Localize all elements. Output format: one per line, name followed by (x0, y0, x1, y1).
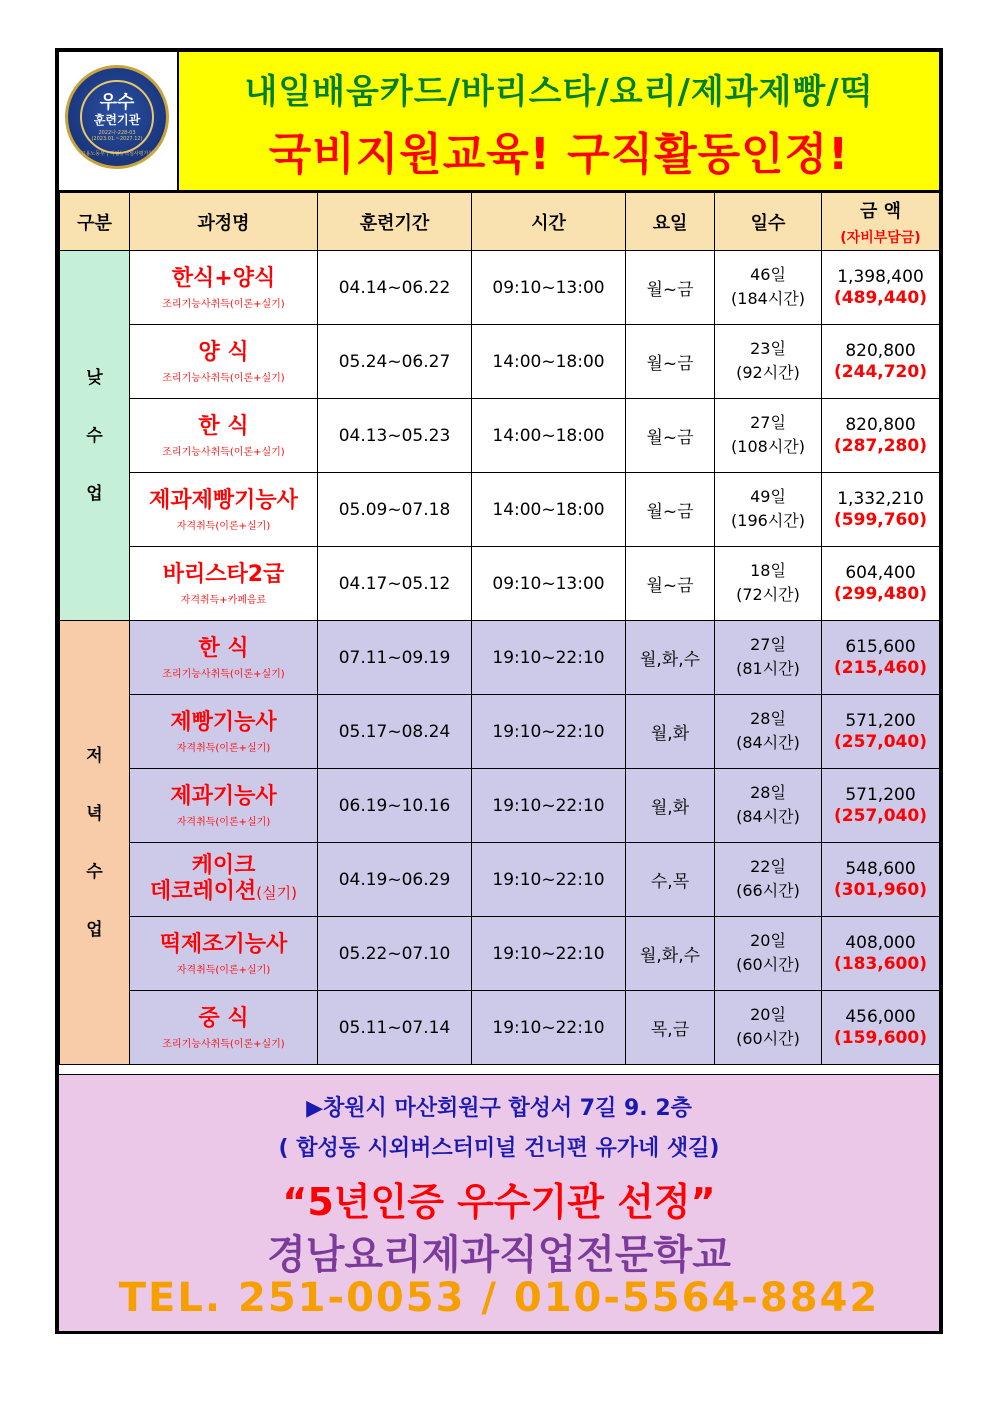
course-name-cell (130, 621, 318, 695)
flyer-frame (55, 48, 943, 1334)
class-time: 19:10~22:10 (472, 769, 626, 843)
days-count: 20일 (750, 930, 786, 950)
table-row (60, 399, 940, 473)
days-cell (715, 695, 822, 769)
training-period: 05.09~07.18 (318, 473, 472, 547)
price-cell (822, 991, 940, 1065)
class-time: 19:10~22:10 (472, 917, 626, 991)
days-cell (715, 769, 822, 843)
price-self-pay: (183,600) (834, 953, 927, 974)
class-weekday: 월,화,수 (626, 621, 715, 695)
category-evening-char: 수 (86, 861, 103, 882)
flyer-header (59, 52, 939, 192)
course-note: 조리기능사취득(이론+실기) (162, 446, 285, 458)
class-time: 09:10~13:00 (472, 547, 626, 621)
table-row (60, 769, 940, 843)
course-name: 제과제빵기능사 (149, 487, 298, 513)
price-total: 604,400 (845, 562, 916, 583)
table-row (60, 325, 940, 399)
class-time: 14:00~18:00 (472, 325, 626, 399)
header-days: 일수 (715, 193, 822, 251)
days-cell (715, 991, 822, 1065)
training-period: 04.13~05.23 (318, 399, 472, 473)
price-cell (822, 917, 940, 991)
class-weekday: 수,목 (626, 843, 715, 917)
course-name-cell (130, 473, 318, 547)
course-note: 조리기능사취득(이론+실기) (162, 668, 285, 680)
class-time: 19:10~22:10 (472, 695, 626, 769)
days-cell (715, 547, 822, 621)
hours-count: (60시간) (736, 1028, 800, 1048)
price-cell (822, 695, 940, 769)
course-name-cell (130, 843, 318, 917)
header-weekday: 요일 (626, 193, 715, 251)
category-day-char: 업 (86, 483, 103, 504)
training-period: 06.19~10.16 (318, 769, 472, 843)
course-schedule-table (59, 192, 940, 1065)
logo-box (59, 52, 179, 190)
footer-phone: TEL. 251-0053 / 010-5564-8842 (118, 1275, 880, 1321)
course-note: 자격취득(이론+실기) (176, 964, 271, 976)
table-row (60, 991, 940, 1065)
training-period: 05.17~08.24 (318, 695, 472, 769)
course-name: 제빵기능사 (170, 709, 277, 735)
course-name: 제과기능사 (170, 783, 277, 809)
title-line-2: 국비지원교육! 구직활동인정! (268, 129, 850, 180)
class-time: 09:10~13:00 (472, 251, 626, 325)
footer-directions: ( 합성동 시외버스터미널 건너편 유가네 샛길) (278, 1136, 720, 1161)
seal-code: 2022나-228-03 (98, 130, 136, 136)
days-cell (715, 251, 822, 325)
header-price-sub: (자비부담금) (840, 229, 921, 246)
table-row (60, 547, 940, 621)
course-name: 중 식 (198, 1005, 249, 1031)
days-count: 23일 (750, 338, 786, 358)
hours-count: (108시간) (731, 436, 805, 456)
course-note: 조리기능사취득(이론+실기) (162, 1038, 285, 1050)
days-count: 22일 (750, 856, 786, 876)
table-row (60, 621, 940, 695)
hours-count: (84시간) (736, 732, 800, 752)
course-note: 자격취득(이론+실기) (176, 742, 271, 754)
class-weekday: 월~금 (626, 399, 715, 473)
training-period: 04.19~06.29 (318, 843, 472, 917)
seal-text-main: 우수 (99, 92, 135, 113)
table-header-row (60, 193, 940, 251)
hours-count: (60시간) (736, 954, 800, 974)
class-weekday: 월,화 (626, 695, 715, 769)
course-name-cell (130, 769, 318, 843)
category-evening-char: 녁 (86, 803, 103, 824)
course-name: 케이크 (191, 853, 256, 878)
table-row (60, 695, 940, 769)
course-name: 바리스타2급 (162, 561, 285, 587)
days-count: 20일 (750, 1004, 786, 1024)
price-total: 548,600 (845, 858, 916, 879)
price-self-pay: (257,040) (834, 731, 927, 752)
footer-school-name: 경남요리제과직업전문학교 (267, 1232, 731, 1278)
price-total: 820,800 (845, 340, 916, 361)
header-course: 과정명 (130, 193, 318, 251)
price-cell (822, 473, 940, 547)
course-name-cell (130, 695, 318, 769)
seal-text-code (68, 130, 166, 142)
course-note: 자격취득(이론+실기) (176, 816, 271, 828)
price-total: 820,800 (845, 414, 916, 435)
table-body (60, 251, 940, 1065)
hours-count: (184시간) (731, 288, 805, 308)
table-row (60, 843, 940, 917)
course-name-cell (130, 399, 318, 473)
table-row (60, 473, 940, 547)
days-count: 27일 (750, 634, 786, 654)
days-cell (715, 917, 822, 991)
header-period: 훈련기간 (318, 193, 472, 251)
class-weekday: 월~금 (626, 325, 715, 399)
days-count: 28일 (750, 782, 786, 802)
course-name-cell (130, 917, 318, 991)
class-time: 14:00~18:00 (472, 399, 626, 473)
price-total: 571,200 (845, 710, 916, 731)
price-total: 615,600 (845, 636, 916, 657)
price-self-pay: (159,600) (834, 1027, 927, 1048)
header-price (822, 193, 940, 251)
hours-count: (92시간) (736, 362, 800, 382)
days-cell (715, 473, 822, 547)
training-period: 05.11~07.14 (318, 991, 472, 1065)
class-weekday: 월~금 (626, 473, 715, 547)
category-day (60, 251, 130, 621)
price-self-pay: (299,480) (834, 583, 927, 604)
hours-count: (81시간) (736, 658, 800, 678)
title-box (179, 52, 939, 190)
price-self-pay: (244,720) (834, 361, 927, 382)
days-cell (715, 843, 822, 917)
header-price-label: 금 액 (859, 200, 902, 222)
price-self-pay: (257,040) (834, 805, 927, 826)
category-day-char: 낮 (86, 367, 103, 388)
course-name-line-2-text: 데코레이션 (150, 879, 257, 904)
days-count: 28일 (750, 708, 786, 728)
days-cell (715, 621, 822, 695)
header-time: 시간 (472, 193, 626, 251)
footer-slogan: “5년인증 우수기관 선정” (282, 1180, 716, 1224)
course-name: 떡제조기능사 (159, 931, 288, 957)
price-cell (822, 399, 940, 473)
training-period: 05.22~07.10 (318, 917, 472, 991)
course-note: 조리기능사취득(이론+실기) (162, 298, 285, 310)
training-period: 07.11~09.19 (318, 621, 472, 695)
table-row (60, 251, 940, 325)
days-count: 27일 (750, 412, 786, 432)
hours-count: (66시간) (736, 880, 800, 900)
class-time: 14:00~18:00 (472, 473, 626, 547)
days-count: 46일 (750, 264, 786, 284)
course-name-suffix: (실기) (256, 884, 297, 902)
course-name: 한 식 (198, 635, 249, 661)
price-cell (822, 621, 940, 695)
training-period: 04.17~05.12 (318, 547, 472, 621)
course-name-cell (130, 325, 318, 399)
title-line-1: 내일배움카드/바리스타/요리/제과제빵/떡 (244, 72, 874, 112)
seal-text-sub: 훈련기관 (93, 113, 141, 127)
course-note: 조리기능사취득(이론+실기) (162, 372, 285, 384)
category-evening-char: 업 (86, 919, 103, 940)
class-weekday: 목,금 (626, 991, 715, 1065)
price-total: 1,398,400 (837, 266, 924, 287)
days-count: 18일 (750, 560, 786, 580)
price-cell (822, 547, 940, 621)
category-evening (60, 621, 130, 1065)
price-cell (822, 843, 940, 917)
days-cell (715, 399, 822, 473)
course-name-cell (130, 251, 318, 325)
hours-count: (84시간) (736, 806, 800, 826)
class-weekday: 월~금 (626, 251, 715, 325)
days-count: 49일 (750, 486, 786, 506)
price-self-pay: (489,440) (834, 287, 927, 308)
price-total: 456,000 (845, 1006, 916, 1027)
class-weekday: 월,화 (626, 769, 715, 843)
price-cell (822, 251, 940, 325)
category-evening-char: 저 (86, 745, 103, 766)
days-cell (715, 325, 822, 399)
course-note: 자격취득(이론+실기) (176, 520, 271, 532)
class-time: 19:10~22:10 (472, 621, 626, 695)
course-name-line-2 (130, 879, 317, 906)
seal-period: (2023.01.~2027.12) (91, 136, 143, 142)
course-name-cell (130, 991, 318, 1065)
price-cell (822, 769, 940, 843)
course-name: 한식+양식 (171, 265, 276, 291)
price-total: 571,200 (845, 784, 916, 805)
class-weekday: 월~금 (626, 547, 715, 621)
footer-address: ▶창원시 마산회원구 합성서 7길 9. 2층 (306, 1096, 692, 1121)
price-cell (822, 325, 940, 399)
training-period: 04.14~06.22 (318, 251, 472, 325)
price-self-pay: (599,760) (834, 509, 927, 530)
header-category: 구분 (60, 193, 130, 251)
excellent-institution-seal-icon (65, 65, 169, 169)
price-total: 408,000 (845, 932, 916, 953)
price-self-pay: (287,280) (834, 435, 927, 456)
table-row (60, 917, 940, 991)
class-weekday: 월,화,수 (626, 917, 715, 991)
course-note: 자격취득+카페음료 (180, 594, 267, 606)
category-day-char: 수 (86, 425, 103, 446)
class-time: 19:10~22:10 (472, 991, 626, 1065)
course-name: 한 식 (198, 413, 249, 439)
footer (59, 1074, 939, 1331)
course-name: 양 식 (198, 339, 249, 365)
class-time: 19:10~22:10 (472, 843, 626, 917)
price-self-pay: (301,960) (834, 879, 927, 900)
course-name-cell (130, 547, 318, 621)
hours-count: (196시간) (731, 510, 805, 530)
seal-text-agency: 고용노동부 | 직업능력심사평가원 (80, 151, 154, 157)
hours-count: (72시간) (736, 584, 800, 604)
training-period: 05.24~06.27 (318, 325, 472, 399)
price-total: 1,332,210 (837, 488, 924, 509)
price-self-pay: (215,460) (834, 657, 927, 678)
